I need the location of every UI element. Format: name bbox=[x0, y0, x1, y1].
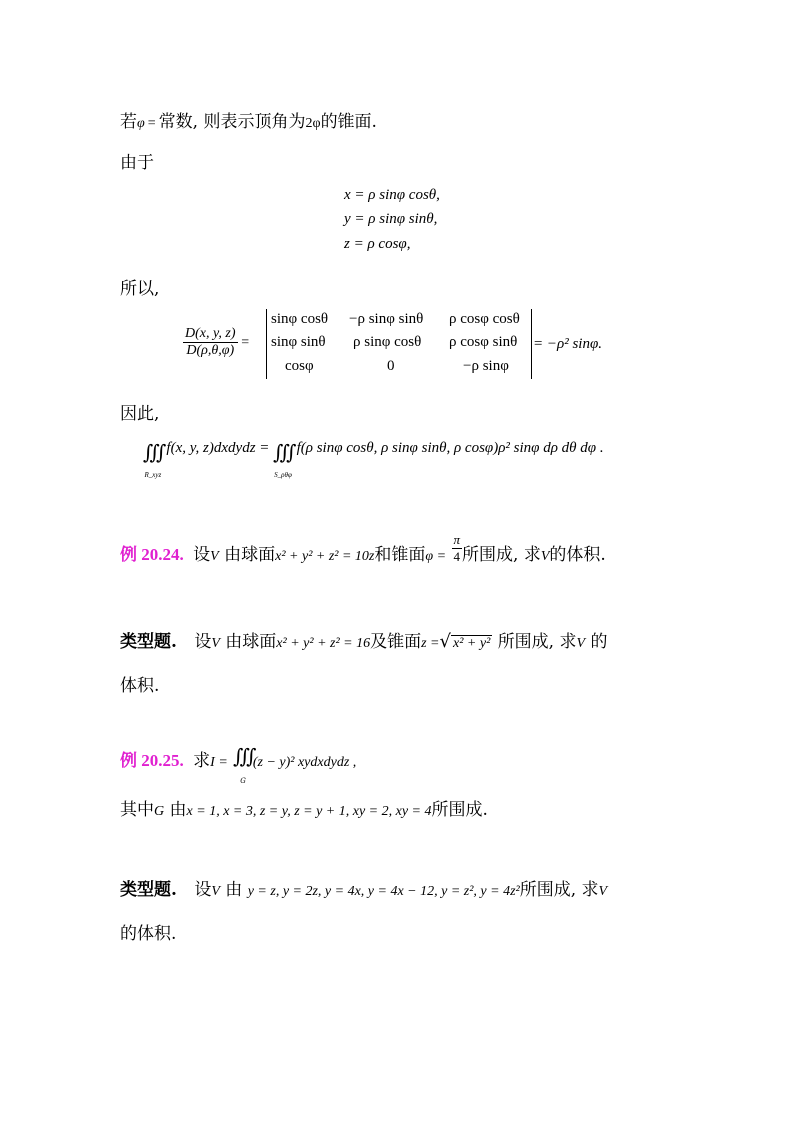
math-sphere-10z: x² + y² + z² = 10z bbox=[275, 549, 375, 564]
equation-y: y = ρ sinφ sinθ, bbox=[344, 211, 438, 227]
math-sphere-16: x² + y² + z² = 16 bbox=[276, 636, 371, 651]
det-r1c2: −ρ sinφ sinθ bbox=[349, 311, 424, 327]
paragraph-because: 由于 bbox=[120, 153, 154, 173]
text-volume: 的体积. bbox=[549, 545, 606, 565]
det-r3c3: −ρ sinφ bbox=[463, 358, 509, 374]
text-she: 设 bbox=[194, 880, 212, 900]
paragraph-cone-definition bbox=[120, 107, 377, 132]
region-s: S_ρθφ bbox=[274, 471, 292, 479]
paragraph-hence: 因此, bbox=[120, 404, 160, 424]
text-sphere: 由球面 bbox=[225, 632, 277, 652]
integrand-lhs: f(x, y, z)dxdydz = bbox=[166, 440, 270, 456]
math-V: V bbox=[211, 884, 220, 899]
region-G: G bbox=[240, 777, 246, 785]
example-label-20-24: 例 20.24. bbox=[120, 545, 184, 564]
det-r2c2: ρ sinφ cosθ bbox=[353, 334, 422, 350]
math-phi-eq: φ = bbox=[425, 549, 447, 564]
math-eq: = bbox=[147, 116, 156, 131]
text-enclosed: 所围成, 求 bbox=[497, 632, 577, 652]
det-r2c3: ρ cosφ sinθ bbox=[449, 334, 518, 350]
det-r3c2: 0 bbox=[387, 358, 395, 374]
math-z-eq: z = bbox=[421, 636, 440, 651]
type-problem-2 bbox=[120, 875, 607, 900]
math-V-2: V bbox=[598, 884, 608, 899]
text-sphere: 由球面 bbox=[224, 545, 276, 565]
example-label-20-25: 例 20.25. bbox=[120, 751, 184, 770]
example-20-25 bbox=[120, 746, 356, 788]
text-she: 设 bbox=[193, 545, 211, 565]
jacobian-numerator: D(x, y, z) bbox=[185, 326, 236, 341]
math-V-2: V bbox=[576, 636, 586, 651]
math-bounds: y = z, y = 2z, y = 4x, y = 4x − 12, y = z², y = 4z² bbox=[247, 884, 520, 899]
text-constant-desc: 常数, 则表示顶角为 bbox=[158, 112, 306, 132]
math-V-2: V bbox=[540, 549, 550, 564]
triple-integral-G: ∭ bbox=[233, 744, 253, 768]
text-cone: 和锥面 bbox=[374, 545, 426, 565]
math-pi: π bbox=[453, 532, 461, 547]
math-two-phi: 2φ bbox=[305, 116, 321, 131]
type-label-2: 类型题. bbox=[120, 880, 177, 900]
triple-integral-rhs: ∭ bbox=[273, 442, 293, 464]
text-de: 的 bbox=[590, 632, 608, 652]
det-r2c1: sinφ sinθ bbox=[271, 334, 326, 350]
text-enclosed: 所围成, 求 bbox=[519, 880, 599, 900]
type-problem-1: 类型题. 设V 由球面x² + y² + z² = 16及锥面z =√ x² + y² 所围成, 求V 的 bbox=[120, 631, 608, 652]
det-r1c1: sinφ cosθ bbox=[271, 311, 329, 327]
text-enclosed: 所围成, 求 bbox=[462, 545, 541, 565]
math-integrand: (z − y)² xydxdydz , bbox=[252, 755, 357, 770]
paragraph-therefore: 所以, bbox=[120, 279, 160, 299]
equation-x: x = ρ sinφ cosθ, bbox=[344, 187, 440, 203]
text-qizhong: 其中 bbox=[120, 800, 154, 820]
text-you: 由 bbox=[225, 880, 243, 900]
jacobian-denominator: D(ρ,θ,φ) bbox=[186, 343, 235, 358]
math-sqrt-radicand: x² + y² bbox=[453, 636, 491, 651]
example-20-25-region bbox=[120, 795, 488, 820]
type-problem-2-cont: 的体积. bbox=[120, 924, 177, 944]
math-I-eq: I = bbox=[210, 755, 228, 770]
math-G: G bbox=[154, 804, 165, 819]
det-r1c3: ρ cosφ cosθ bbox=[449, 311, 520, 327]
text-cone: 及锥面 bbox=[370, 632, 422, 652]
type-label-1: 类型题. bbox=[120, 632, 177, 652]
text-enclosed: 所围成. bbox=[431, 800, 488, 820]
region-rxyz: R_xyz bbox=[144, 471, 162, 479]
math-V: V bbox=[210, 549, 219, 564]
math-four: 4 bbox=[453, 549, 460, 564]
type-problem-1-cont: 体积. bbox=[120, 676, 160, 696]
jacobian-eq: = bbox=[241, 334, 250, 350]
example-20-24 bbox=[120, 532, 606, 565]
det-r3c1: cosφ bbox=[285, 358, 314, 374]
text-ruo: 若 bbox=[120, 112, 137, 132]
integrand-rhs: f(ρ sinφ cosθ, ρ sinφ sinθ, ρ cosφ)ρ² sinφ dρ dθ dφ . bbox=[296, 440, 604, 456]
equation-z: z = ρ cosφ, bbox=[344, 236, 411, 252]
triple-integral-lhs: ∭ bbox=[143, 442, 163, 464]
jacobian-result: = −ρ² sinφ. bbox=[533, 336, 602, 352]
jacobian-fraction bbox=[183, 326, 249, 359]
math-bounds: x = 1, x = 3, z = y, z = y + 1, xy = 2, xy = 4 bbox=[186, 804, 432, 819]
text-you: 由 bbox=[169, 800, 187, 820]
math-phi: φ bbox=[137, 116, 145, 131]
jacobian-determinant bbox=[266, 309, 532, 379]
text-cone-end: 的锥面. bbox=[320, 112, 377, 132]
integral-transform bbox=[143, 440, 604, 482]
text-qiu: 求 bbox=[193, 751, 211, 771]
text-she: 设 bbox=[194, 632, 212, 652]
math-V: V bbox=[211, 636, 220, 651]
